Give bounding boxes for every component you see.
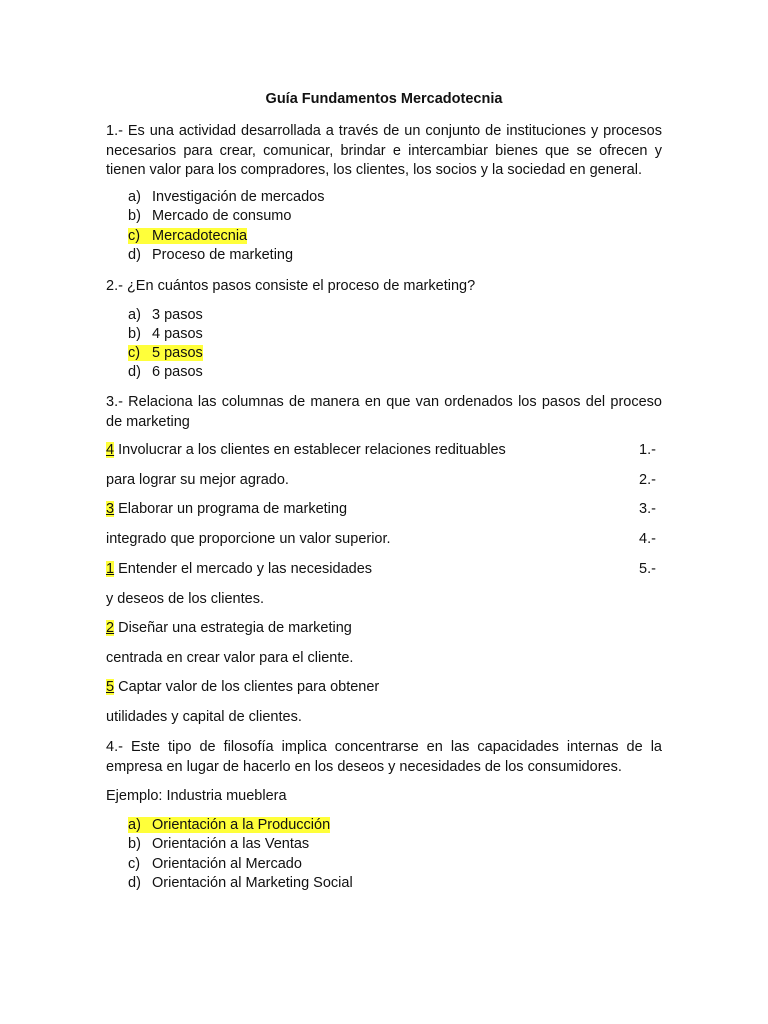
q3-item-1-line1 [106, 441, 506, 460]
option-text: 4 pasos [152, 326, 203, 342]
option-letter: a) [128, 307, 141, 323]
answer-number: 5 [106, 679, 115, 695]
answer-number: 4 [106, 442, 115, 458]
option-letter: a) [128, 189, 141, 205]
item-text: Entender el mercado y las necesidades [114, 561, 373, 577]
q1-option-b [128, 207, 291, 226]
option-text: Mercado de consumo [152, 208, 292, 224]
option-text: 3 pasos [152, 307, 203, 323]
q3-number-3: 3.- [639, 501, 656, 517]
q3-item-2-line1 [106, 500, 347, 519]
answer-number: 3 [106, 501, 115, 517]
question-3-text: 3.- Relaciona las columnas de manera en que van ordenados los pasos del proceso de marketing [106, 394, 662, 430]
option-text: Mercadotecnia [152, 228, 248, 244]
item-text: Involucrar a los clientes en establecer relaciones redituables [114, 442, 506, 458]
option-text: Orientación al Mercado [152, 856, 302, 872]
item-text: Elaborar un programa de marketing [114, 501, 348, 517]
option-letter: c) [128, 345, 141, 361]
q1-option-a [128, 188, 325, 207]
option-letter: b) [128, 836, 141, 852]
q3-item-3-line2: y deseos de los clientes. [106, 591, 264, 607]
option-text: Orientación al Marketing Social [152, 875, 353, 891]
option-letter: a) [128, 817, 141, 833]
q3-item-1-line2: para lograr su mejor agrado. [106, 472, 289, 488]
option-letter: c) [128, 228, 141, 244]
answer-number: 1 [106, 561, 115, 577]
option-letter: b) [128, 326, 141, 342]
question-2-text: 2.- ¿En cuántos pasos consiste el proceso de marketing? [106, 278, 476, 294]
q3-item-5-line2: utilidades y capital de clientes. [106, 709, 302, 725]
option-text: 5 pasos [152, 345, 203, 361]
item-text: Captar valor de los clientes para obtener [114, 679, 380, 695]
q2-option-a [128, 306, 203, 325]
q4-option-a-answer [128, 816, 330, 835]
q4-option-b [128, 835, 309, 854]
q2-option-b [128, 325, 203, 344]
q3-number-2: 2.- [639, 472, 656, 488]
question-1-text: 1.- Es una actividad desarrollada a través de un conjunto de instituciones y procesos necesarios para crear, comunicar, brindar e intercambiar bienes que se ofrecen y tienen valor para los compradores, los clientes, los socios y la sociedad en general. [106, 123, 662, 178]
option-letter: d) [128, 247, 141, 263]
option-text: Investigación de mercados [152, 189, 325, 205]
q3-number-1: 1.- [639, 442, 656, 458]
option-letter: d) [128, 875, 141, 891]
q2-option-c-answer [128, 344, 203, 363]
q2-option-d [128, 363, 203, 382]
q3-number-4: 4.- [639, 531, 656, 547]
q3-number-5: 5.- [639, 561, 656, 577]
q3-item-3-line1 [106, 560, 372, 579]
option-text: Proceso de marketing [152, 247, 294, 263]
q3-item-4-line2: centrada en crear valor para el cliente. [106, 650, 354, 666]
question-4-text: 4.- Este tipo de filosofía implica concentrarse en las capacidades internas de la empresa en lugar de hacerlo en los deseos y necesidades de los consumidores. [106, 739, 662, 775]
q4-option-d [128, 874, 353, 893]
option-letter: c) [128, 856, 141, 872]
item-text: Diseñar una estrategia de marketing [114, 620, 352, 636]
q1-option-d [128, 246, 293, 265]
option-text: Orientación a las Ventas [152, 836, 310, 852]
answer-number: 2 [106, 620, 115, 636]
q3-item-5-line1 [106, 678, 379, 697]
q1-option-c-answer [128, 227, 247, 246]
q3-item-2-line2: integrado que proporcione un valor superior. [106, 531, 391, 547]
option-text: 6 pasos [152, 364, 203, 380]
option-text: Orientación a la Producción [152, 817, 331, 833]
option-letter: d) [128, 364, 141, 380]
q4-example: Ejemplo: Industria mueblera [106, 788, 287, 804]
q3-item-4-line1 [106, 619, 352, 638]
q4-option-c [128, 855, 302, 874]
option-letter: b) [128, 208, 141, 224]
page-title: Guía Fundamentos Mercadotecnia [265, 91, 503, 107]
